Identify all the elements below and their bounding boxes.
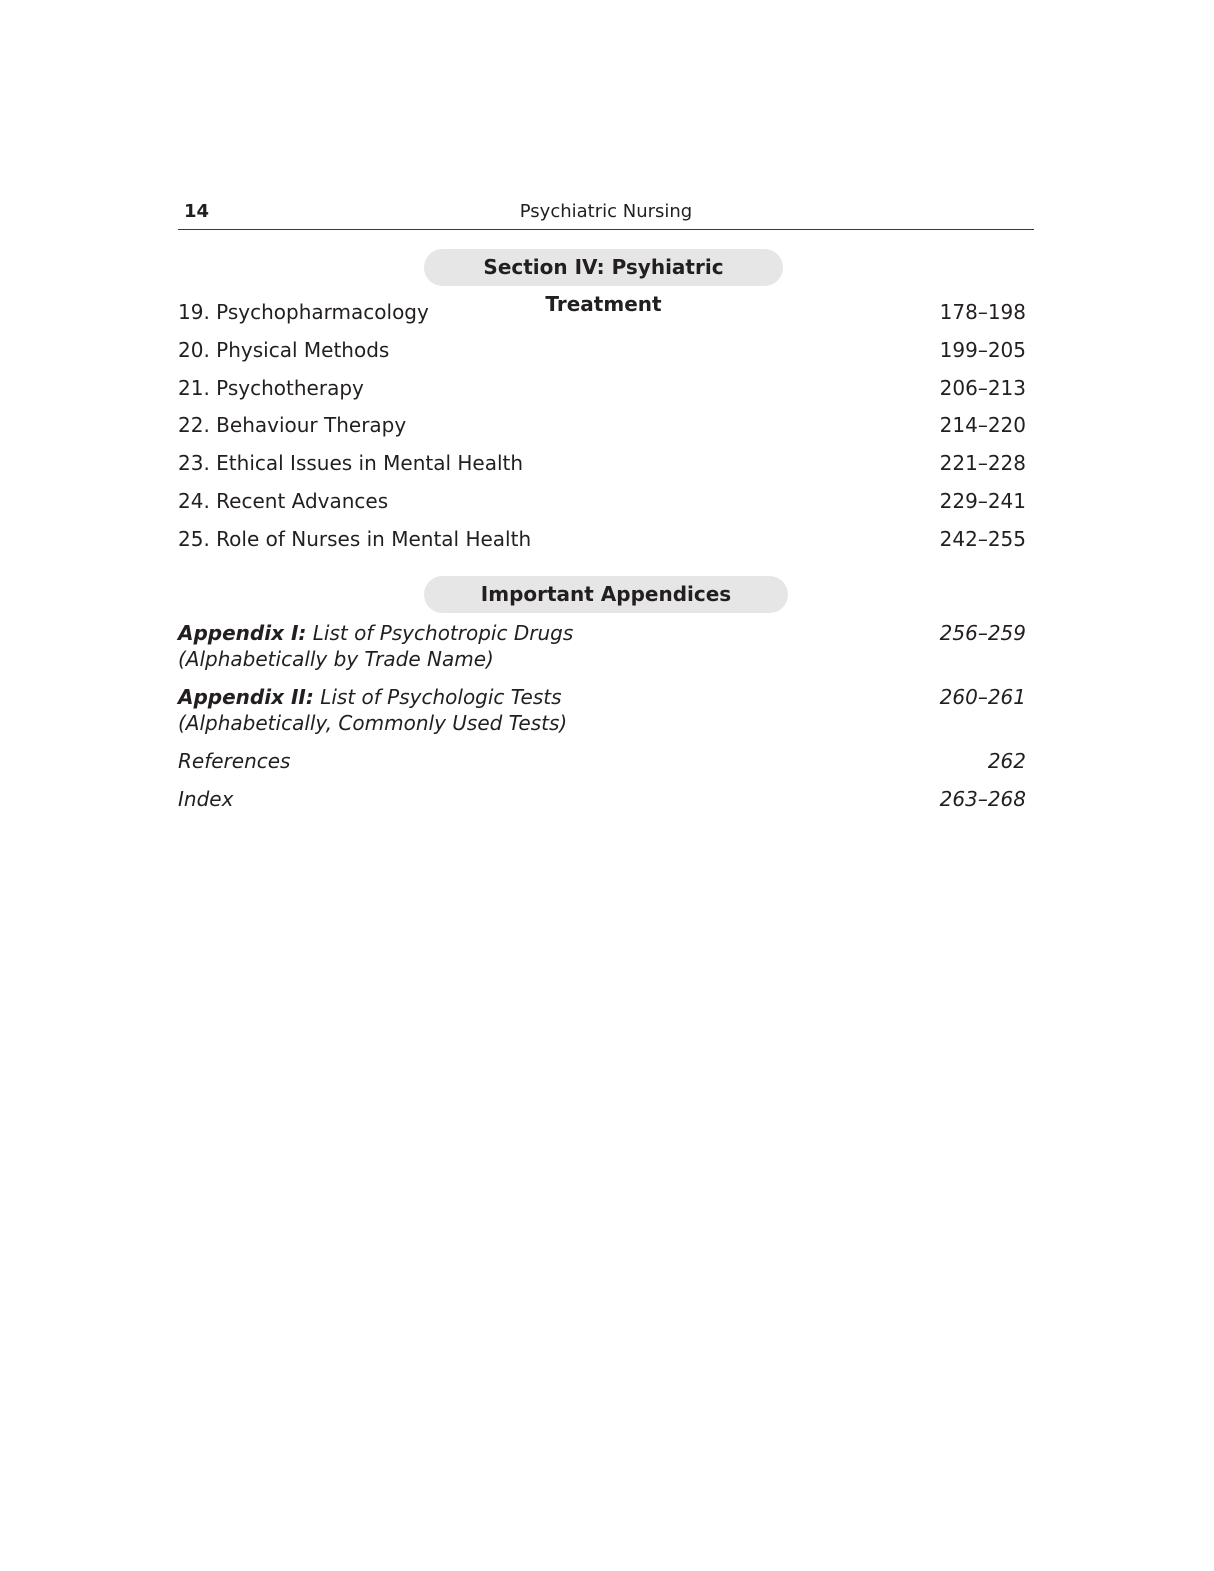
appendix-subtitle: (Alphabetically, Commonly Used Tests) (178, 711, 568, 735)
appendix-entry-title (178, 684, 562, 710)
section-heading: Section IV: Psyhiatric Treatment (424, 249, 783, 286)
toc-entry-pages: 206–213 (939, 376, 1026, 400)
appendices-heading: Important Appendices (424, 576, 788, 613)
toc-entry-title: 22. Behaviour Therapy (178, 413, 407, 437)
toc-entry-pages: 178–198 (939, 300, 1026, 324)
appendix-pages: 260–261 (939, 685, 1026, 709)
appendix-title: List of Psychologic Tests (320, 685, 562, 709)
toc-entry-title: 21. Psychotherapy (178, 376, 364, 400)
appendix-subtitle: (Alphabetically by Trade Name) (178, 647, 494, 671)
toc-page (178, 0, 1034, 1571)
index-title: Index (178, 787, 234, 811)
appendix-label: Appendix II: (178, 685, 314, 709)
toc-entry-pages: 199–205 (939, 338, 1026, 362)
toc-entry-pages: 214–220 (939, 413, 1026, 437)
toc-entry-title: 19. Psychopharmacology (178, 300, 429, 324)
appendix-entry (178, 620, 1026, 672)
page-number: 14 (184, 201, 210, 222)
book-title: Psychiatric Nursing (519, 201, 693, 222)
references-title: References (178, 749, 291, 773)
references-pages: 262 (987, 749, 1026, 773)
appendix-entry-title (178, 620, 573, 646)
toc-entry-pages: 221–228 (939, 451, 1026, 475)
toc-entry-title: 25. Role of Nurses in Mental Health (178, 527, 532, 551)
index-pages: 263–268 (939, 787, 1026, 811)
appendix-title: List of Psychotropic Drugs (312, 621, 574, 645)
appendix-label: Appendix I: (178, 621, 307, 645)
toc-entry-title: 20. Physical Methods (178, 338, 390, 362)
appendix-entry (178, 684, 1026, 736)
appendix-pages: 256–259 (939, 621, 1026, 645)
toc-entry-pages: 242–255 (939, 527, 1026, 551)
toc-entry-title: 24. Recent Advances (178, 489, 389, 513)
running-header (178, 199, 1034, 230)
toc-entry-pages: 229–241 (939, 489, 1026, 513)
toc-entry-title: 23. Ethical Issues in Mental Health (178, 451, 524, 475)
